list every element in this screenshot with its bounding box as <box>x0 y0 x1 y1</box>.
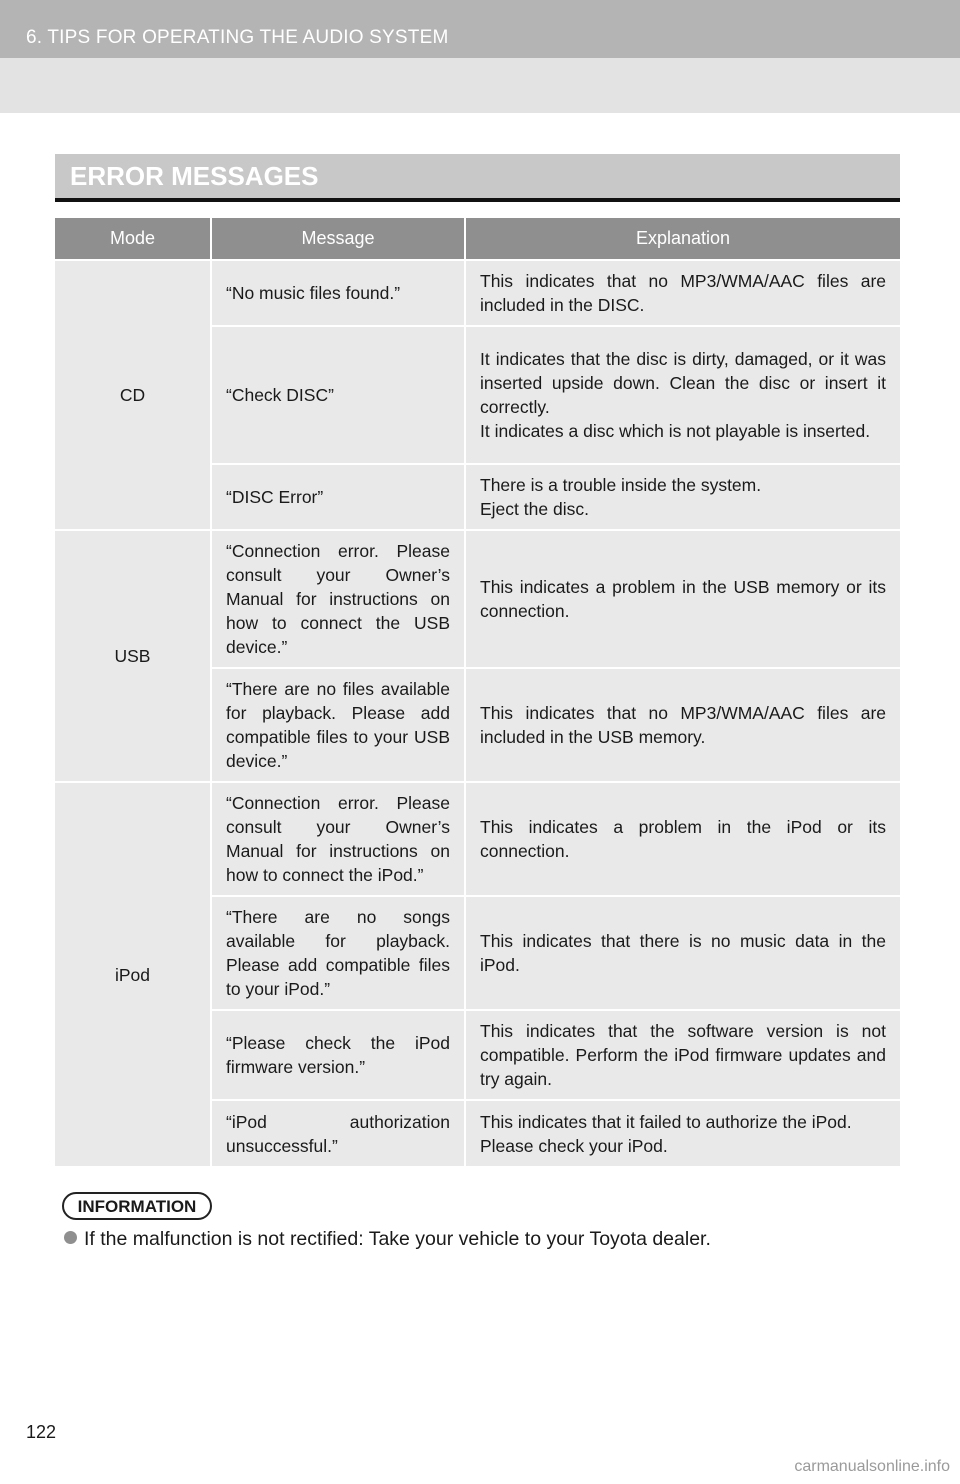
mode-cell: CD <box>55 260 211 530</box>
explanation-line: This indicates that no MP3/WMA/AAC files are included in the USB memory. <box>480 703 886 747</box>
explanation-line: This indicates that there is no music data in the iPod. <box>480 931 886 975</box>
message-cell: “Connection error. Please consult your Owner’s Manual for instructions on how to connect the USB device.” <box>211 530 465 668</box>
explanation-cell <box>465 1010 900 1100</box>
explanation-cell <box>465 896 900 1010</box>
chapter-title: 6. TIPS FOR OPERATING THE AUDIO SYSTEM <box>26 27 449 48</box>
explanation-line: Please check your iPod. <box>480 1135 668 1156</box>
information-item <box>64 1228 711 1251</box>
explanation-cell <box>465 326 900 464</box>
explanation-line: This indicates a problem in the iPod or its connection. <box>480 817 886 861</box>
table-row <box>55 782 900 896</box>
bullet-icon <box>64 1231 77 1244</box>
table-header-row <box>55 218 900 260</box>
message-cell: “No music files found.” <box>211 260 465 326</box>
explanation-line: This indicates that it failed to authorize the iPod. <box>480 1111 852 1132</box>
page-number: 122 <box>26 1422 57 1442</box>
mode-cell: USB <box>55 530 211 782</box>
explanation-line: This indicates that the software version is not compatible. Perform the iPod firmware updates and try again. <box>480 1021 886 1089</box>
column-header-mode: Mode <box>55 218 211 260</box>
message-cell: “DISC Error” <box>211 464 465 530</box>
explanation-line: This indicates a problem in the USB memory or its connection. <box>480 577 886 621</box>
message-cell: “There are no songs available for playback. Please add compatible files to your iPod.” <box>211 896 465 1010</box>
mode-cell: iPod <box>55 782 211 1166</box>
explanation-line: Eject the disc. <box>480 499 589 519</box>
explanation-cell <box>465 1100 900 1166</box>
message-cell: “iPod authorization unsuccessful.” <box>211 1100 465 1166</box>
information-text: If the malfunction is not rectified: Take your vehicle to your Toyota dealer. <box>84 1228 711 1250</box>
message-cell: “There are no files available for playback. Please add compatible files to your USB device.” <box>211 668 465 782</box>
message-cell: “Connection error. Please consult your Owner’s Manual for instructions on how to connect the iPod.” <box>211 782 465 896</box>
explanation-line: It indicates that the disc is dirty, damaged, or it was inserted upside down. Clean the disc or insert it correctly. <box>480 349 886 417</box>
explanation-cell <box>465 668 900 782</box>
information-badge <box>62 1192 212 1220</box>
section-heading <box>55 154 900 202</box>
column-header-message: Message <box>211 218 465 260</box>
table-row <box>55 530 900 668</box>
error-messages-table <box>55 218 900 1166</box>
explanation-cell <box>465 464 900 530</box>
message-cell: “Please check the iPod firmware version.” <box>211 1010 465 1100</box>
table-row <box>55 260 900 326</box>
explanation-cell <box>465 260 900 326</box>
explanation-line: It indicates a disc which is not playable is inserted. <box>480 421 871 441</box>
watermark: carmanualsonline.info <box>794 1458 950 1475</box>
explanation-cell <box>465 530 900 668</box>
explanation-cell <box>465 782 900 896</box>
information-label: INFORMATION <box>77 1197 197 1216</box>
section-title: ERROR MESSAGES <box>70 161 319 191</box>
column-header-explanation: Explanation <box>465 218 900 260</box>
explanation-line: This indicates that no MP3/WMA/AAC files are included in the DISC. <box>480 271 886 315</box>
message-cell: “Check DISC” <box>211 326 465 464</box>
explanation-line: There is a trouble inside the system. <box>480 475 762 495</box>
